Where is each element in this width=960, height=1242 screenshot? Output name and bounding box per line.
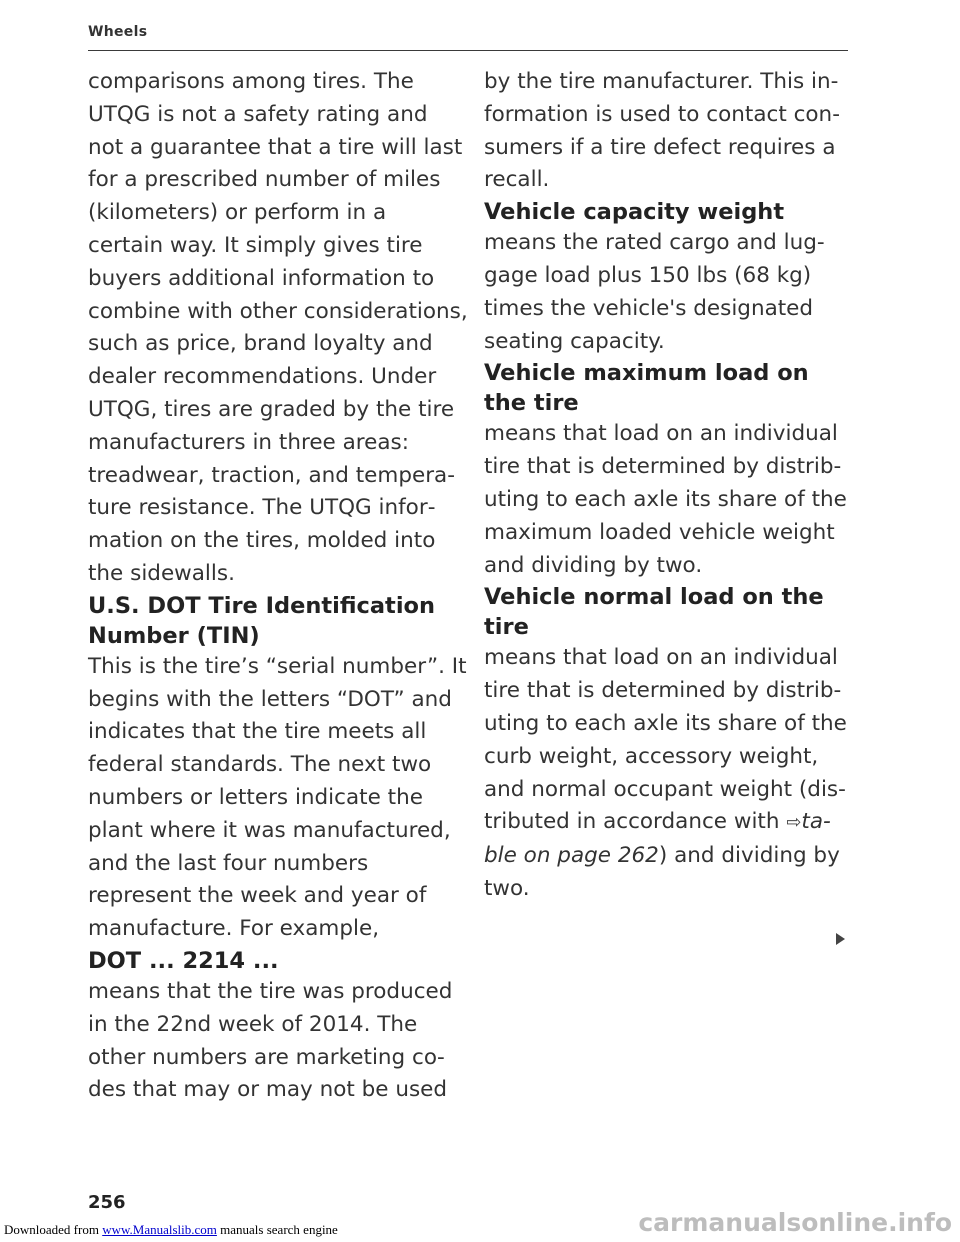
dot-example-heading: DOT ... 2214 ...: [88, 947, 279, 974]
watermark-text: carmanualsonline.info: [638, 1208, 952, 1237]
page-number: 256: [88, 1192, 126, 1213]
footer-prefix: Downloaded from: [4, 1222, 103, 1237]
tin-paragraph: This is the tire’s “serial number”. It begins with the letters “DOT” and indicates that the tire meets all federal standards. The next two numbers or letters indicate the plant where it was manufactured, and the last four numbers represent the week and year of manufacture. For example,: [88, 653, 467, 942]
table-cross-reference-link[interactable]: table on page 262: [484, 809, 831, 869]
right-column: [484, 66, 854, 906]
max-load-paragraph: means that load on an individual tire that is determined by distributing to each axle its share of the maximum loaded vehicle weight and dividing by two.: [484, 421, 847, 578]
max-load-heading: Vehicle maximum load on the tire: [484, 360, 809, 417]
normal-load-heading: Vehicle normal load on the tire: [484, 584, 824, 641]
left-column: [88, 66, 468, 1107]
manualslib-link[interactable]: www.Manualslib.com: [102, 1222, 217, 1237]
tin-heading: U.S. DOT Tire Identification Number (TIN): [88, 592, 436, 649]
cross-reference-arrow-icon: ⇨: [786, 812, 802, 834]
utqg-paragraph: comparisons among tires. The UTQG is not a safety rating and not a guarantee that a tire will last for a prescribed number of miles (kilometers) or perform in a certain way. It simply gives tire buyers additional information to combine with other considerations, such as price, brand loyalty and dealer recommendations. Under UTQG, tires are graded by the tire manufacturers in three areas: treadwear, traction, and temperature resistance. The UTQG information on the tires, molded into the sidewalls.: [88, 69, 468, 586]
normal-load-text-end: ) and dividing by two.: [484, 843, 840, 901]
capacity-weight-paragraph: means the rated cargo and luggage load plus 150 lbs (68 kg) times the vehicle's designated seating capacity.: [484, 230, 825, 354]
footer-suffix: manuals search engine: [216, 1222, 338, 1237]
continue-arrow-icon: [836, 933, 845, 945]
page-header: [88, 18, 848, 51]
download-footer: [4, 1222, 338, 1238]
section-title: Wheels: [88, 24, 148, 40]
normal-load-text-start: means that load on an individual tire that is determined by distributing to each axle its share of the curb weight, accessory weight, and normal occupant weight (distributed in accordance with: [484, 645, 847, 835]
capacity-weight-heading: Vehicle capacity weight: [484, 199, 785, 226]
manufacturer-paragraph: by the tire manufacturer. This information is used to contact consumers if a tire defect requires a recall.: [484, 69, 840, 193]
dot-example-paragraph: means that the tire was produced in the 22nd week of 2014. The other numbers are marketing codes that may or may not be used: [88, 978, 453, 1103]
normal-load-paragraph: [484, 642, 854, 905]
